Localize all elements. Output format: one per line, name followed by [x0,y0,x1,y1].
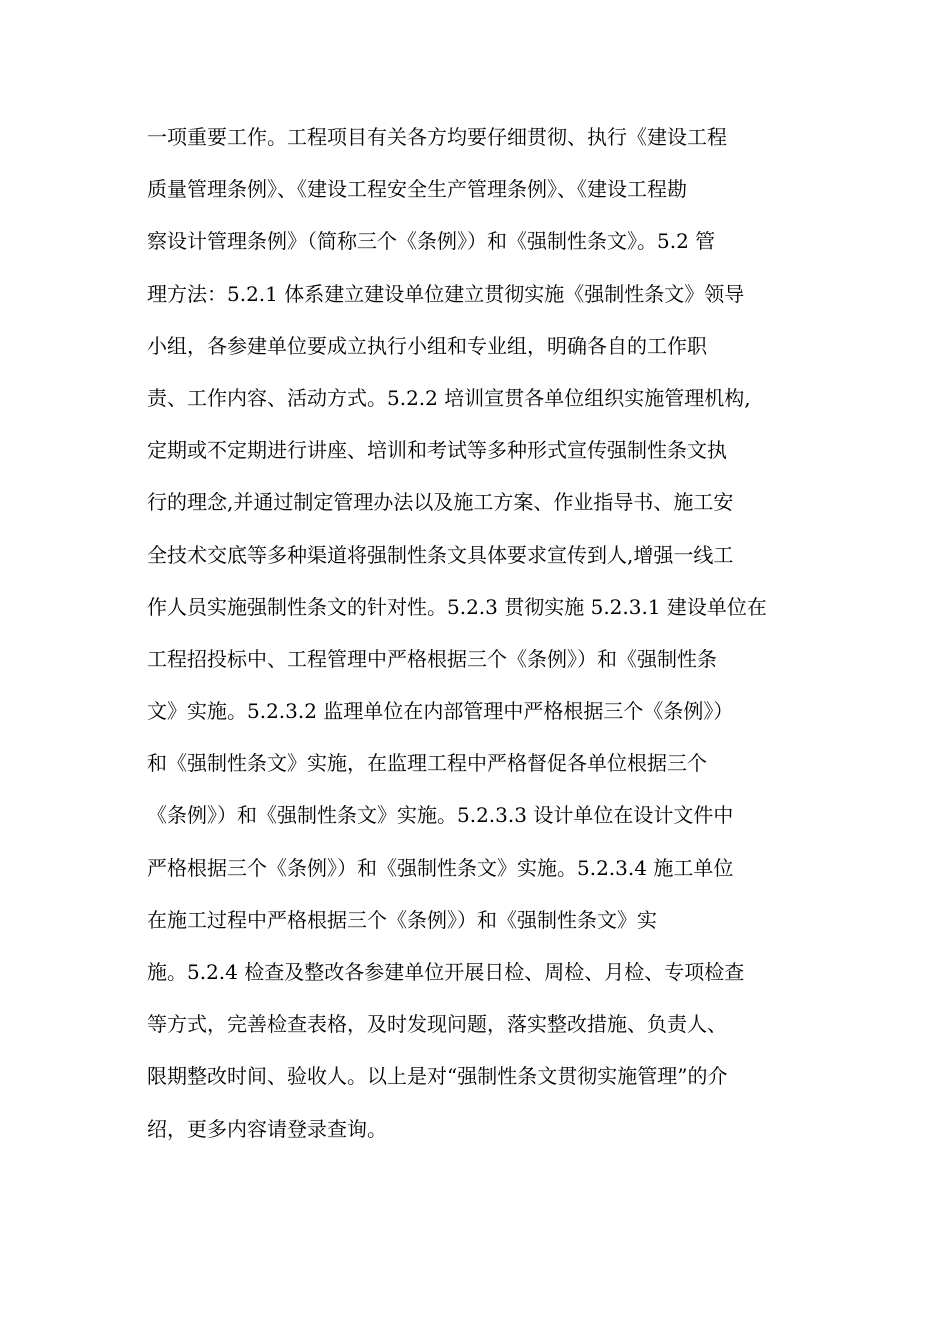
text-line: 严格根据三个《条例》）和《强制性条文》实施。5.2.3.4 施工单位 [147,855,734,880]
text-line: 限期整改时间、验收人。以上是对“强制性条文贯彻实施管理”的介 [147,1064,728,1089]
text-line: 责、工作内容、活动方式。5.2.2 培训宣贯各单位组织实施管理机构, [147,385,751,410]
text-line: 小组，各参建单位要成立执行小组和专业组，明确各自的工作职 [147,333,707,358]
text-line: 和《强制性条文》实施，在监理工程中严格督促各单位根据三个 [147,751,707,776]
text-line: 在施工过程中严格根据三个《条例》）和《强制性条文》实 [147,907,657,932]
text-line: 等方式，完善检查表格，及时发现问题，落实整改措施、负责人、 [147,1012,727,1037]
text-line: 工程招投标中、工程管理中严格根据三个《条例》）和《强制性条 [147,646,717,671]
text-line: 文》实施。5.2.3.2 监理单位在内部管理中严格根据三个《条例》） [147,699,734,724]
text-line: 察设计管理条例》（简称三个《条例》）和《强制性条文》。5.2 管 [147,229,716,254]
text-line: 全技术交底等多种渠道将强制性条文具体要求宣传到人,增强一线工 [147,542,734,567]
text-line: 行的理念,并通过制定管理办法以及施工方案、作业指导书、施工安 [147,490,734,515]
text-line: 施。5.2.4 检查及整改各参建单位开展日检、周检、月检、专项检查 [147,960,745,984]
text-line: 定期或不定期进行讲座、培训和考试等多种形式宣传强制性条文执 [147,438,727,463]
text-line: 一项重要工作。工程项目有关各方均要仔细贯彻、执行《建设工程 [147,125,727,149]
text-line: 质量管理条例》、《建设工程安全生产管理条例》、《建设工程勘 [147,177,687,202]
text-line: 绍，更多内容请登录查询。 [147,1116,387,1141]
body-text [147,115,817,1159]
text-line: 理方法：5.2.1 体系建立建设单位建立贯彻实施《强制性条文》领导 [147,281,745,306]
text-line: 《条例》）和《强制性条文》实施。5.2.3.3 设计单位在设计文件中 [147,803,734,828]
text-line: 作人员实施强制性条文的针对性。5.2.3 贯彻实施 5.2.3.1 建设单位在 [147,594,767,619]
